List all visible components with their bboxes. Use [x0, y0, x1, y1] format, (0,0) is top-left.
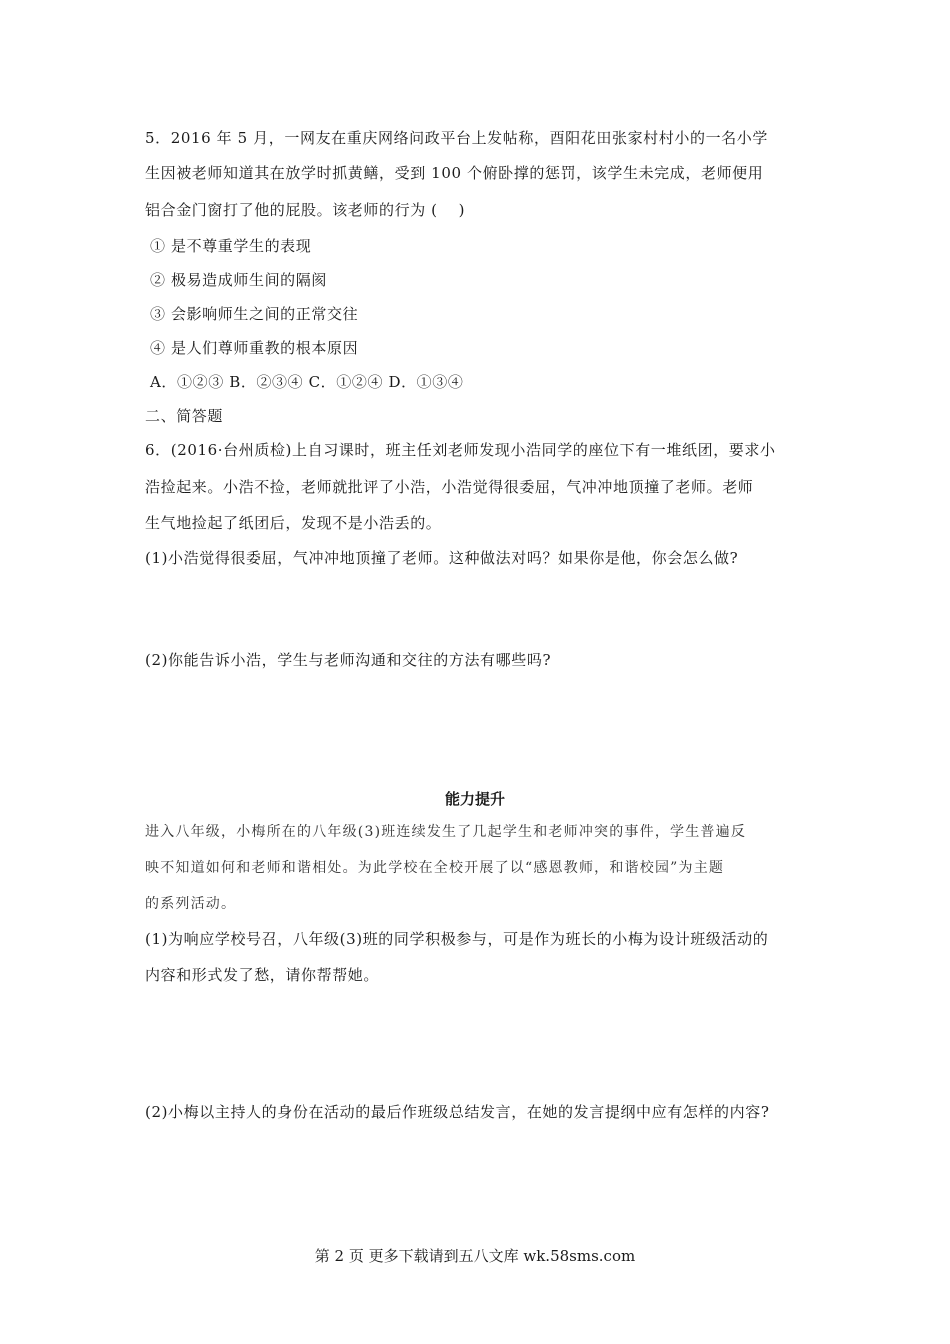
q6-stem-line-1: 6．(2016·台州质检)上自习课时，班主任刘老师发现小浩同学的座位下有一堆纸团，要求小 [145, 441, 776, 459]
q5-option-4: ④ 是人们尊师重教的根本原因 [150, 339, 359, 357]
ability-intro-line-3: 的系列活动。 [145, 896, 237, 912]
ability-sub-question-1-line-2: 内容和形式发了愁，请你帮帮她。 [145, 966, 380, 984]
page-footer: 第 2 页 更多下载请到五八文库 wk.58sms.com [314, 1247, 636, 1265]
q6-stem-line-2: 浩捡起来。小浩不捡，老师就批评了小浩，小浩觉得很委屈，气冲冲地顶撞了老师。老师 [145, 478, 754, 496]
q5-option-1: ① 是不尊重学生的表现 [150, 237, 312, 255]
q6-sub-question-2: (2)你能告诉小浩，学生与老师沟通和交往的方法有哪些吗? [145, 651, 552, 669]
q6-sub-question-1: (1)小浩觉得很委屈，气冲冲地顶撞了老师。这种做法对吗？如果你是他，你会怎么做? [145, 549, 739, 567]
q5-stem-line-3: 铝合金门窗打了他的屁股。该老师的行为 ( ) [145, 201, 466, 219]
section-title: 二、简答题 [145, 407, 224, 425]
q5-stem-line-1: 5．2016 年 5 月，一网友在重庆网络问政平台上发帖称，酉阳花田张家村村小的一名小学 [145, 129, 768, 147]
ability-intro-line-2: 映不知道如何和老师和谐相处。为此学校在全校开展了以“感恩教师，和谐校园”为主题 [145, 860, 725, 876]
q5-stem-line-2: 生因被老师知道其在放学时抓黄鳝，受到 100 个俯卧撑的惩罚，该学生未完成，老师便用 [145, 164, 764, 182]
ability-sub-question-2: (2)小梅以主持人的身份在活动的最后作班级总结发言，在她的发言提纲中应有怎样的内容? [145, 1103, 770, 1121]
q5-option-2: ② 极易造成师生间的隔阂 [150, 271, 327, 289]
q6-stem-line-3: 生气地捡起了纸团后，发现不是小浩丢的。 [145, 514, 442, 532]
ability-sub-question-1-line-1: (1)为响应学校号召，八年级(3)班的同学积极参与，可是作为班长的小梅为设计班级活动的 [145, 930, 769, 948]
ability-intro-line-1: 进入八年级，小梅所在的八年级(3)班连续发生了几起学生和老师冲突的事件，学生普遍反 [145, 824, 747, 840]
ability-heading: 能力提升 [444, 790, 505, 808]
q5-choices: A．①②③ B．②③④ C．①②④ D．①③④ [150, 373, 464, 391]
q5-option-3: ③ 会影响师生之间的正常交往 [150, 305, 359, 323]
